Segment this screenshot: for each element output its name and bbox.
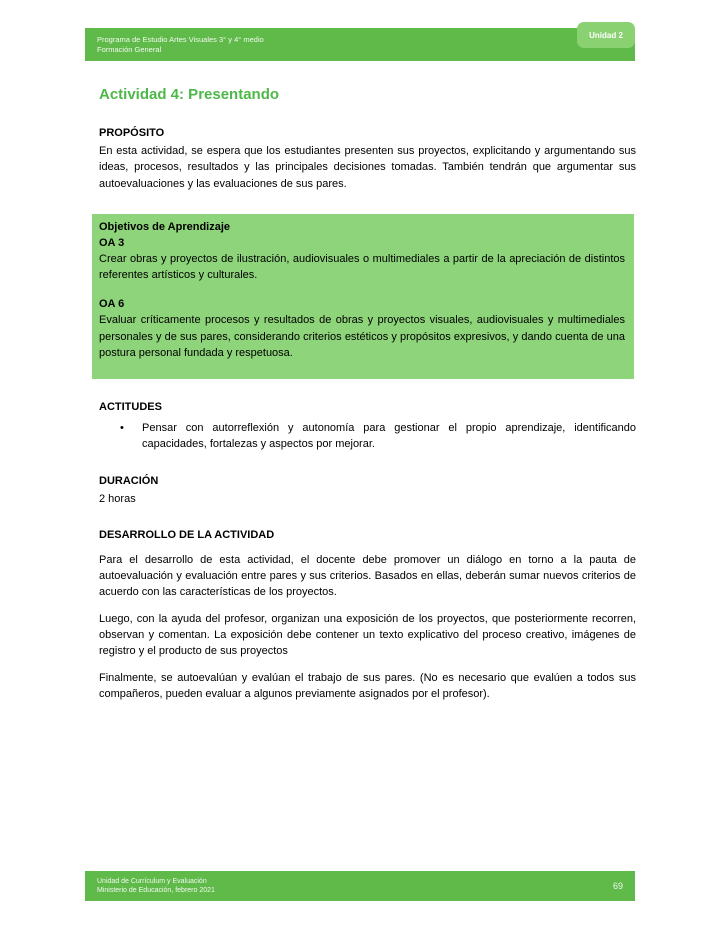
program-title-line1: Programa de Estudio Artes Visuales 3° y 4° medio <box>97 35 264 44</box>
header-bar <box>85 28 635 61</box>
program-title-line2: Formación General <box>97 45 162 54</box>
oa-item <box>99 237 625 284</box>
duracion-value: 2 horas <box>99 492 136 505</box>
activity-title: Actividad 4: Presentando <box>99 86 280 103</box>
list-item <box>99 420 636 453</box>
actitudes-text: Pensar con autorreflexión y autonomía para gestionar el propio aprendizaje, identificando capacidades, fortalezas y aspectos por mejorar. <box>142 422 636 451</box>
proposito-heading: PROPÓSITO <box>99 127 165 139</box>
oa-code: OA 3 <box>99 236 125 249</box>
footer-line2: Ministerio de Educación, febrero 2021 <box>97 887 215 894</box>
page-number: 69 <box>612 881 623 891</box>
proposito-section <box>99 127 636 192</box>
objetivos-heading: Objetivos de Aprendizaje <box>99 220 231 233</box>
actitudes-heading: ACTITUDES <box>99 401 162 414</box>
footer-line1: Unidad de Currículum y Evaluación <box>97 877 207 885</box>
actitudes-section <box>99 401 636 453</box>
bullet-marker: • <box>120 422 124 435</box>
unit-badge: Unidad 2 <box>577 22 635 48</box>
footer-text <box>97 877 215 896</box>
oa-text: Evaluar críticamente procesos y resultados de obras y proyectos visuales, audiovisuales y multimediales personales y de sus pares, considerando criterios estéticos y propósitos expresivos, y dando cuenta de una postura personal fundada y respetuosa. <box>99 314 625 359</box>
oa-text: Crear obras y proyectos de ilustración, audiovisuales o multimediales a partir de la apreciación de distintos referentes artísticos y culturales. <box>99 252 625 282</box>
proposito-text: En esta actividad, se espera que los estudiantes presenten sus proyectos, explicitando y argumentando sus ideas, procesos, resultados y las principales decisiones tomadas. También tendrán que argumentar sus autoevaluaciones y las evaluaciones de sus pares. <box>99 145 636 190</box>
page-content <box>99 86 636 724</box>
desarrollo-paragraph: Finalmente, se autoevalúan y evalúan el trabajo de sus pares. (No es necesario que evalúen a todos sus compañeros, pueden evaluar a algunos previamente asignados por el profesor). <box>99 671 636 700</box>
duracion-section <box>99 475 636 507</box>
desarrollo-paragraph: Para el desarrollo de esta actividad, el docente debe promover un diálogo en torno a la pauta de autoevaluación y evaluación entre pares y sus criterios. Basados en ellas, deberán sumar nuevos criterios de acuerdo con las características de los proyectos. <box>99 553 636 599</box>
oa-code: OA 6 <box>99 298 125 311</box>
objetivos-box <box>92 214 634 379</box>
desarrollo-paragraph: Luego, con la ayuda del profesor, organizan una exposición de los proyectos, que posteriormente recorren, observan y comentan. La exposición debe contener un texto explicativo del proceso creativo, imágenes de registro y el producto de sus proyectos <box>99 612 636 658</box>
desarrollo-section <box>99 529 636 702</box>
duracion-heading: DURACIÓN <box>99 474 159 487</box>
footer-bar <box>85 871 635 901</box>
oa-item <box>99 298 625 361</box>
desarrollo-heading: DESARROLLO DE LA ACTIVIDAD <box>99 528 275 541</box>
